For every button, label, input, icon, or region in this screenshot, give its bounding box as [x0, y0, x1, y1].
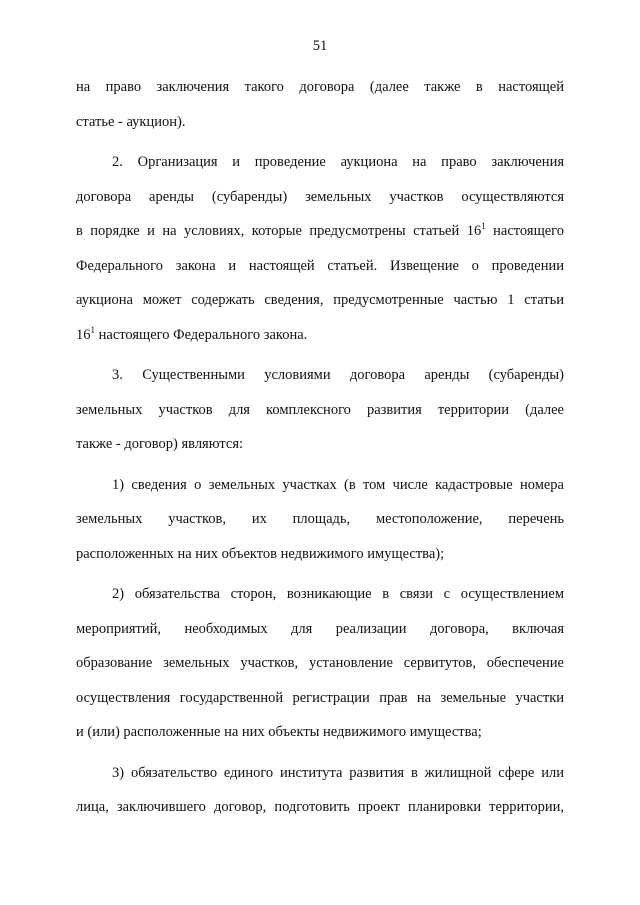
text-line-with-superscript — [76, 214, 564, 249]
text-line: осуществления государственной регистрации прав на земельные участки — [76, 689, 564, 706]
text-line: образование земельных участков, установление сервитутов, обеспечение — [76, 655, 564, 671]
text-line: и (или) расположенные на них объекты недвижимого имущества; — [76, 724, 482, 740]
text-line: 3) обязательство единого института развития в жилищной сфере или — [112, 764, 564, 781]
document-body — [76, 70, 564, 831]
text-line: земельных участков, их площадь, местоположение, перечень — [76, 511, 564, 527]
text-line: 3. Существенными условиями договора аренды (субаренды) — [112, 367, 564, 383]
text-line: 2. Организация и проведение аукциона на право заключения — [112, 154, 564, 170]
text-fragment: в порядке и на условиях, которые предусмотрены статьей 16 — [76, 223, 482, 239]
text-line: Федерального закона и настоящей статьей. Извещение о проведении — [76, 257, 564, 274]
text-line: 2) обязательства сторон, возникающие в связи с осуществлением — [112, 586, 564, 602]
superscript: 1 — [90, 324, 95, 335]
text-line-with-superscript — [76, 318, 564, 353]
text-line: аукциона может содержать сведения, предусмотренные частью 1 статьи — [76, 292, 564, 308]
text-line: лица, заключившего договор, подготовить проект планировки территории, — [76, 799, 564, 815]
list-item-3 — [76, 756, 564, 825]
list-item-1 — [76, 468, 564, 572]
text-line: 1) сведения о земельных участках (в том числе кадастровые номера — [112, 476, 564, 493]
text-fragment: 16 — [76, 326, 91, 343]
list-item-2 — [76, 577, 564, 750]
text-fragment: настоящего — [493, 223, 565, 239]
text-line: на право заключения такого договора (далее также в настоящей — [76, 79, 564, 95]
page-number: 51 — [312, 38, 328, 54]
paragraph-3 — [76, 358, 564, 462]
text-line: статье - аукцион). — [76, 113, 186, 130]
text-line: договора аренды (субаренды) земельных участков осуществляются — [76, 188, 564, 205]
paragraph-continuation — [76, 70, 564, 139]
text-line: расположенных на них объектов недвижимого имущества); — [76, 545, 445, 562]
text-line: мероприятий, необходимых для реализации договора, включая — [76, 620, 564, 637]
superscript: 1 — [481, 221, 486, 231]
text-fragment: настоящего Федерального закона. — [98, 326, 308, 343]
paragraph-2 — [76, 145, 564, 352]
text-line: земельных участков для комплексного развития территории (далее — [76, 401, 564, 418]
text-line: также - договор) являются: — [76, 436, 244, 452]
